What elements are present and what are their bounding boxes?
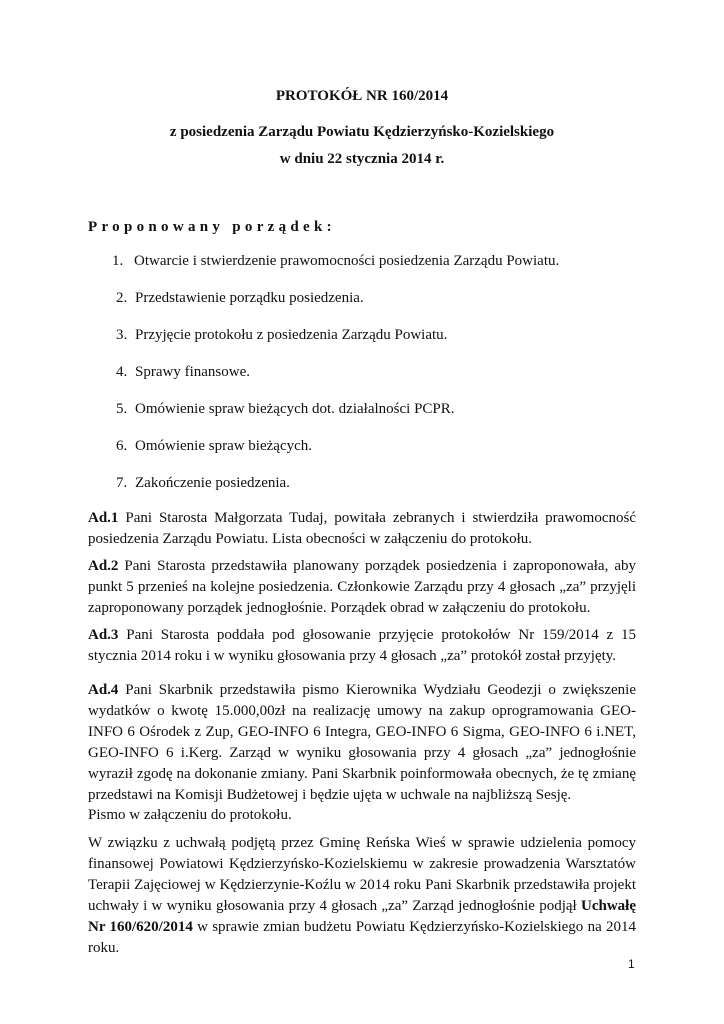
resolution-paragraph — [88, 833, 636, 959]
resolution-text: W związku z uchwałą podjętą przez Gminę Reńska Wieś w sprawie udzielenia pomocy finansowej Powiatowi Kędzierzyńsko-Kozielskiemu w zakresie prowadzenia Warsztatów Terapii Zajęciowej w Kędzierzynie-Koźlu w 2014 roku Pani Skarbnik przedstawiła projekt uchwały i w wyniku głosowania przy 4 głosach „za” Zarząd jednogłośnie podjął — [88, 835, 636, 914]
ad2-label: Ad.2 — [88, 558, 119, 574]
agenda-item-text: Omówienie spraw bieżących dot. działalności PCPR. — [135, 401, 455, 417]
agenda-item-number: 5. — [116, 401, 128, 417]
agenda-item-number: 7. — [116, 475, 128, 491]
agenda-item — [116, 364, 250, 381]
agenda-item-text: Przedstawienie porządku posiedzenia. — [135, 290, 364, 306]
agenda-item — [116, 438, 312, 455]
ad4-paragraph — [88, 680, 636, 806]
agenda-item — [116, 401, 455, 418]
agenda-item — [112, 253, 559, 270]
ad4-label: Ad.4 — [88, 682, 119, 698]
document-title: PROTOKÓŁ NR 160/2014 — [275, 88, 449, 104]
agenda-item — [116, 327, 447, 344]
ad2-text: Pani Starosta przedstawiła planowany porządek posiedzenia i zaproponowała, aby punkt 5 przenieś na kolejne posiedzenia. Członkowie Zarządu przy 4 głosach „za” przyjęli zaproponowany porządek jednogłośnie. Porządek obrad w załączeniu do protokołu. — [88, 558, 636, 616]
ad1-label: Ad.1 — [88, 510, 119, 526]
agenda-item-text: Zakończenie posiedzenia. — [135, 475, 290, 491]
attachment-note: Pismo w załączeniu do protokołu. — [88, 807, 292, 823]
ad3-label: Ad.3 — [88, 627, 119, 643]
ad4-text: Pani Skarbnik przedstawiła pismo Kierownika Wydziału Geodezji o zwiększenie wydatków o kwotę 15.000,00zł na realizację umowy na zakup oprogramowania GEO-INFO 6 Ośrodek z Zup, GEO-INFO 6 Integra, GEO-INFO 6 Sigma, GEO-INFO 6 i.NET, GEO-INFO 6 i.Kerg. Zarząd w wyniku głosowania przy 4 głosach „za” jednogłośnie wyraził zgodę na dokonanie zmiany. Pani Skarbnik poinformowała obecnych, że tę zmianę przedstawi na Komisji Budżetowej i będzie ujęta w uchwale na najbliższą Sesję. — [88, 682, 636, 803]
agenda-item-number: 2. — [116, 290, 128, 306]
agenda-item-number: 3. — [116, 327, 128, 343]
agenda-item — [116, 475, 290, 492]
ad3-text: Pani Starosta poddała pod głosowanie przyjęcie protokołów Nr 159/2014 z 15 stycznia 2014 roku i w wyniku głosowania przy 4 głosach „za” protokół został przyjęty. — [88, 627, 636, 664]
agenda-item-number: 4. — [116, 364, 128, 380]
agenda-item-number: 1. — [112, 253, 124, 269]
ad1-paragraph — [88, 508, 636, 550]
ad3-paragraph — [88, 625, 636, 667]
resolution-tail: w sprawie zmian budżetu Powiatu Kędzierzyńsko-Kozielskiego na 2014 roku. — [88, 919, 636, 956]
agenda-item-number: 6. — [116, 438, 128, 454]
agenda-item-text: Omówienie spraw bieżących. — [135, 438, 313, 454]
agenda-item-text: Przyjęcie protokołu z posiedzenia Zarządu Powiatu. — [135, 327, 448, 343]
agenda-item-text: Otwarcie i stwierdzenie prawomocności posiedzenia Zarządu Powiatu. — [134, 253, 560, 269]
agenda-item — [116, 290, 364, 307]
document-subtitle: z posiedzenia Zarządu Powiatu Kędzierzyńsko-Kozielskiego — [169, 124, 555, 140]
page-number: 1 — [628, 957, 635, 971]
agenda-heading: Proponowany porządek: — [88, 219, 336, 235]
resolution-number: Uchwałę Nr 160/620/2014 — [88, 898, 636, 935]
agenda-item-text: Sprawy finansowe. — [135, 364, 250, 380]
ad1-text: Pani Starosta Małgorzata Tudaj, powitała zebranych i stwierdziła prawomocność posiedzenia Zarządu Powiatu. Lista obecności w załączeniu do protokołu. — [88, 510, 636, 547]
meeting-date: w dniu 22 stycznia 2014 r. — [279, 151, 445, 167]
ad2-paragraph — [88, 556, 636, 619]
